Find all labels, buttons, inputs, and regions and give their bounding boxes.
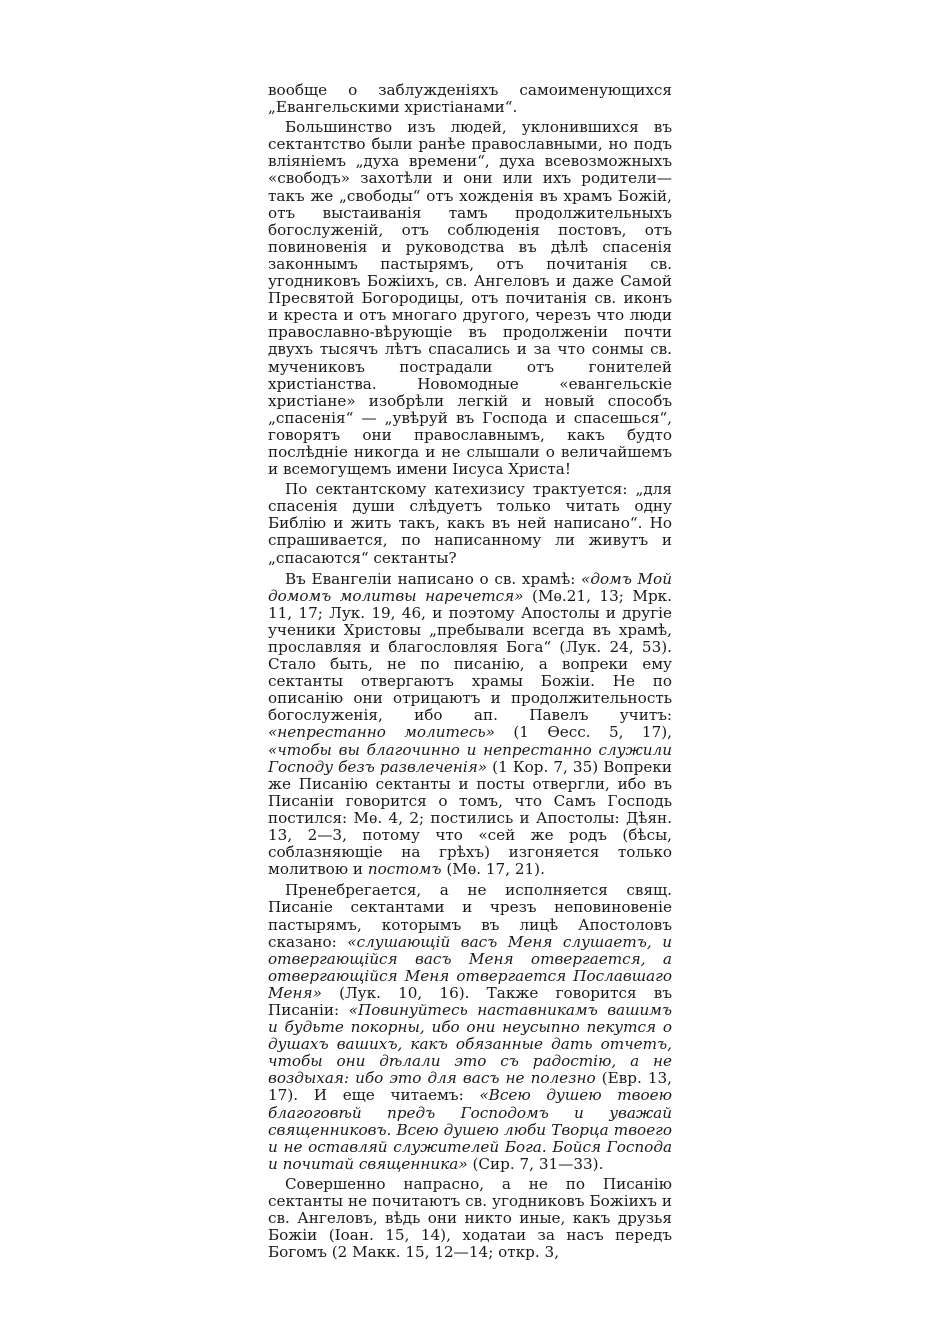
scripture-quote: «слушающій васъ Меня слушаетъ, и отвергающійся васъ Меня отвергается, а отвергающійся Меня отвергается Пославшаго Меня» (268, 932, 672, 1002)
paragraph-6 (268, 1176, 672, 1261)
paragraph-4-segment: (Мѳ.21, 13; Мрк. 11, 17; Лук. 19, 46, и поэтому Апостолы и другіе ученики Христовы „пребывали всегда въ храмѣ, прославляя и благословляя Бога“ (Лук. 24, 53). Стало быть, не по писанію, а вопреки ему сектанты отвергаютъ храмы Божіи. Не по описанію они отрицаютъ и продолжительность богослуженія, ибо ап. Павелъ учитъ: (268, 586, 672, 725)
scripture-quote: «домъ Мой домомъ молитвы наречется» (268, 569, 672, 605)
scripture-quote: «непрестанно молитесь» (268, 723, 495, 742)
paragraph-1 (268, 82, 672, 116)
scripture-quote: постомъ (367, 860, 442, 879)
paragraph-4-segment: (1 Кор. 7, 35) Вопреки же Писанію сектанты и посты отвергли, ибо въ Писаніи говорится о томъ, что Самъ Господь постился: Мѳ. 4, 2; постились и Апостолы: Дѣян. 13, 2—3, потому что «сей же родъ (бѣсы, соблазняющіе на грѣхъ) изгоняется только молитвою и (268, 757, 672, 879)
paragraph-3-text: По сектантскому катехизису трактуется: „для спасенія души слѣдуетъ только читать одну Библію и жить такъ, какъ въ ней написано“. Но спрашивается, по написанному ли живутъ и „спасаются“ сектанты? (268, 480, 672, 567)
text-column (268, 82, 672, 1264)
paragraph-5-segment: (Евр. 13, 17). И еще читаемъ: (268, 1069, 672, 1105)
paragraph-2 (268, 119, 672, 478)
scripture-quote: «Повинуйтесь наставникамъ вашимъ и будьте покорны, ибо они неусыпно пекутся о душахъ вашихъ, какъ обязанные дать отчетъ, чтобы они дѣлали это съ радостію, а не воздыхая: ибо это для васъ не полезно (268, 1000, 672, 1088)
scripture-quote: «Всею душею твоею благоговѣй предъ Господомъ и уважай священниковъ. Всею душею люби Творца твоего и не оставляй служителей Бога. Бойся Господа и почитай священника» (268, 1086, 672, 1173)
paragraph-4 (268, 571, 672, 879)
paragraph-4-segment: Въ Евангеліи написано о св. храмѣ: (285, 569, 582, 588)
paragraph-4-segment: (Мѳ. 17, 21). (441, 860, 545, 879)
paragraph-3 (268, 481, 672, 566)
paragraph-1-text: вообще о заблужденіяхъ самоименующихся „Евангельскими христіанами“. (268, 81, 672, 117)
paragraph-2-text: Большинство изъ людей, уклонившихся въ сектантство были ранѣе православными, но подъ вліяніемъ „духа времени“, духа всевозможныхъ «свободъ» захотѣли и они или ихъ родители—такъ же „свободы“ отъ хожденія въ храмъ Божій, отъ выстаиванія тамъ продолжительныхъ богослуженій, отъ соблюденія постовъ, отъ повиновенія и руководства въ дѣлѣ спасенія законнымъ пастырямъ, отъ почитанія св. угодниковъ Божіихъ, св. Ангеловъ и даже Самой Пресвятой Богородицы, отъ почитанія св. иконъ и креста и отъ многаго другого, черезъ что люди православно-вѣрующіе въ продолженіи почти двухъ тысячъ лѣтъ спасались и за что сонмы св. мучениковъ пострадали отъ гонителей христіанства. Новомодные «евангельскіе христіане» изобрѣли легкій и новый способъ „спасенія“ — „увѣруй въ Господа и спасешься“, говорятъ они православнымъ, какъ будто послѣдніе никогда и не слышали о величайшемъ и всемогущемъ имени Іисуса Христа! (268, 118, 672, 479)
paragraph-5-segment: Пренебрегается, а не исполняется свящ. Писаніе сектантами и чрезъ неповиновеніе пастырямъ, которымъ въ лицѣ Апостоловъ сказано: (268, 881, 672, 951)
scripture-quote: «чтобы вы благочинно и непрестанно служили Господу безъ развлеченія» (268, 740, 672, 776)
paragraph-5-segment: (Сир. 7, 31—33). (467, 1154, 604, 1173)
paragraph-4-segment: (1 Ѳесс. 5, 17), (494, 723, 672, 742)
paragraph-5 (268, 882, 672, 1173)
paragraph-5-segment: (Лук. 10, 16). Также говорится въ Писаніи: (268, 983, 672, 1019)
paragraph-6-text: Совершенно напрасно, а не по Писанію сектанты не почитаютъ св. угодниковъ Божіихъ и св. Ангеловъ, вѣдь они никто иные, какъ друзья Божіи (Іоан. 15, 14), ходатаи за насъ передъ Богомъ (2 Макк. 15, 12—14; откр. 3, (268, 1174, 672, 1262)
